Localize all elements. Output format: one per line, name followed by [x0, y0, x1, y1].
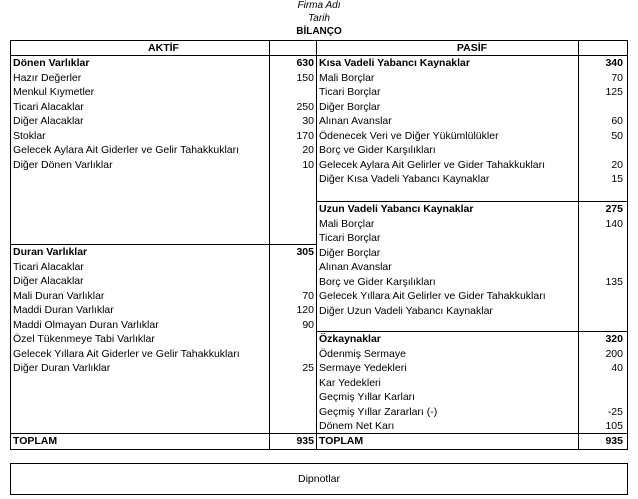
table-row-label: Diğer Borçlar: [319, 100, 381, 113]
table-row-label: Menkul Kıymetler: [13, 86, 95, 98]
table-row-label: Maddi Olmayan Duran Varlıklar: [13, 318, 159, 331]
table-row: [317, 100, 627, 115]
table-row-label: Gelecek Yıllara Ait Gelirler ve Gider Tahakkukları: [319, 290, 546, 302]
table-row-value: 150: [296, 71, 314, 84]
table-row: [11, 303, 317, 318]
table-row-value: 135: [605, 275, 623, 288]
table-row: [317, 260, 627, 275]
table-row: [11, 100, 317, 115]
company-name: Firma Adı: [297, 0, 341, 11]
table-row: [11, 85, 317, 100]
table-row: [11, 129, 317, 144]
table-row: [317, 172, 627, 187]
table-row: [11, 143, 317, 158]
table-row: [11, 361, 317, 376]
table-row-label: Diğer Alacaklar: [13, 115, 84, 127]
aktif-total-value: 935: [296, 435, 314, 447]
table-row: [317, 129, 627, 144]
table-row: [11, 260, 317, 275]
table-row-value: 70: [611, 71, 623, 84]
table-row-label: Stoklar: [13, 129, 46, 142]
table-row: [317, 304, 627, 319]
table-row-label: Mali Borçlar: [319, 71, 375, 84]
table-row-label: Mali Borçlar: [319, 217, 375, 230]
table-row-value: 20: [611, 158, 623, 171]
table-row-label: Geçmiş Yıllar Zararları (-): [319, 405, 438, 418]
table-row: [11, 274, 317, 289]
table-row-label: Ticari Alacaklar: [13, 100, 84, 113]
pasif-total-row: [317, 434, 627, 449]
report-date: Tarih: [308, 13, 330, 24]
table-row-label: Diğer Alacaklar: [13, 275, 84, 287]
table-row-value: 50: [611, 129, 623, 142]
table-row: [317, 158, 627, 173]
table-row-value: 25: [302, 362, 314, 374]
table-row-label: Diğer Duran Varlıklar: [13, 362, 111, 374]
table-row-label: Maddi Duran Varlıklar: [13, 304, 114, 316]
footnotes-label: Dipnotlar: [297, 473, 341, 485]
aktif-heading: AKTİF: [148, 42, 179, 54]
table-row: [317, 390, 627, 405]
table-row-value: -25: [607, 405, 623, 418]
table-row-label: Dönem Net Karı: [319, 420, 395, 432]
table-row-label: Özel Tükenmeye Tabi Varlıklar: [13, 333, 155, 345]
table-row-label: Hazır Değerler: [13, 71, 82, 84]
section-header-label: Dönen Varlıklar: [13, 57, 90, 69]
section-header-value: 340: [605, 57, 623, 69]
table-row: [317, 289, 627, 304]
table-row: [317, 217, 627, 232]
table-row-value: 170: [296, 129, 314, 142]
table-row-label: Gelecek Aylara Ait Giderler ve Gelir Tahakkukları: [13, 144, 240, 156]
table-row-value: 10: [302, 158, 314, 171]
table-row-label: Alınan Avanslar: [319, 115, 392, 127]
table-row-label: Ticari Borçlar: [319, 232, 381, 244]
table-row-label: Ödenecek Veri ve Diğer Yükümlülükler: [319, 129, 499, 142]
table-row: [11, 332, 317, 347]
table-row-label: Borç ve Gider Karşılıkları: [319, 275, 436, 288]
section-header-label: Duran Varlıklar: [13, 246, 88, 258]
table-row: [317, 419, 627, 434]
table-row: [317, 143, 627, 158]
table-row-label: Diğer Borçlar: [319, 246, 381, 259]
table-row: [317, 376, 627, 391]
table-row: [11, 289, 317, 304]
table-row-label: Diğer Kısa Vadeli Yabancı Kaynaklar: [319, 173, 490, 185]
table-row-value: 15: [611, 173, 623, 185]
page-title: BİLANÇO: [296, 26, 342, 37]
table-row-value: 200: [605, 347, 623, 360]
table-row-value: 70: [302, 289, 314, 302]
table-row-value: 125: [605, 86, 623, 98]
table-row: [317, 246, 627, 261]
table-row: [11, 347, 317, 362]
table-row: [11, 318, 317, 333]
table-row: [317, 275, 627, 290]
table-row-label: Gelecek Yıllara Ait Giderler ve Gelir Tahakkukları: [13, 347, 240, 360]
table-row-label: Gelecek Aylara Ait Gelirler ve Gider Tahakkukları: [319, 158, 546, 171]
table-row-value: 105: [605, 420, 623, 432]
section-header: [11, 56, 317, 71]
table-row: [317, 347, 627, 362]
section-header: [11, 245, 317, 260]
table-row-value: 120: [296, 304, 314, 316]
table-row: [317, 114, 627, 129]
table-row: [317, 71, 627, 86]
table-row-label: Alınan Avanslar: [319, 261, 392, 273]
table-row: [317, 361, 627, 376]
table-row-label: Sermaye Yedekleri: [319, 362, 407, 374]
table-row-label: Kar Yedekleri: [319, 376, 381, 389]
table-row-value: 140: [605, 217, 623, 230]
table-row: [317, 405, 627, 420]
pasif-heading: PASİF: [456, 42, 488, 54]
section-header-value: 275: [605, 203, 623, 215]
table-row: [317, 231, 627, 246]
table-row-value: 20: [302, 144, 314, 156]
pasif-total-label: TOPLAM: [319, 435, 364, 447]
table-row: [11, 158, 317, 173]
pasif-total-value: 935: [605, 435, 623, 447]
table-row-label: Geçmiş Yıllar Karları: [319, 391, 416, 403]
table-row: [11, 71, 317, 86]
section-header-label: Özkaynaklar: [319, 333, 381, 345]
section-header-value: 305: [296, 246, 314, 258]
footnotes-box: [10, 463, 628, 495]
table-row-value: 60: [611, 115, 623, 127]
aktif-total-row: [11, 434, 317, 449]
section-header-value: 320: [605, 333, 623, 345]
table-row-label: Ödenmiş Sermaye: [319, 347, 406, 360]
balance-sheet-table: [10, 40, 628, 450]
table-row: [11, 114, 317, 129]
section-header-value: 630: [296, 57, 314, 69]
table-row-value: 30: [302, 115, 314, 127]
table-row-label: Borç ve Gider Karşılıkları: [319, 144, 436, 156]
section-header: [317, 332, 627, 347]
table-row-label: Ticari Alacaklar: [13, 260, 84, 273]
section-header: [317, 202, 627, 217]
table-row: [317, 85, 627, 100]
table-row-value: 40: [611, 362, 623, 374]
table-row-label: Ticari Borçlar: [319, 86, 381, 98]
section-header-label: Uzun Vadeli Yabancı Kaynaklar: [319, 203, 474, 215]
table-row-label: Diğer Dönen Varlıklar: [13, 158, 113, 171]
table-row-value: 250: [296, 100, 314, 113]
table-row-label: Diğer Uzun Vadeli Yabancı Kaynaklar: [319, 304, 493, 317]
section-header-label: Kısa Vadeli Yabancı Kaynaklar: [319, 57, 470, 69]
table-row-value: 90: [302, 318, 314, 331]
aktif-total-label: TOPLAM: [13, 435, 58, 447]
section-header: [317, 56, 627, 71]
table-row-label: Mali Duran Varlıklar: [13, 289, 105, 302]
